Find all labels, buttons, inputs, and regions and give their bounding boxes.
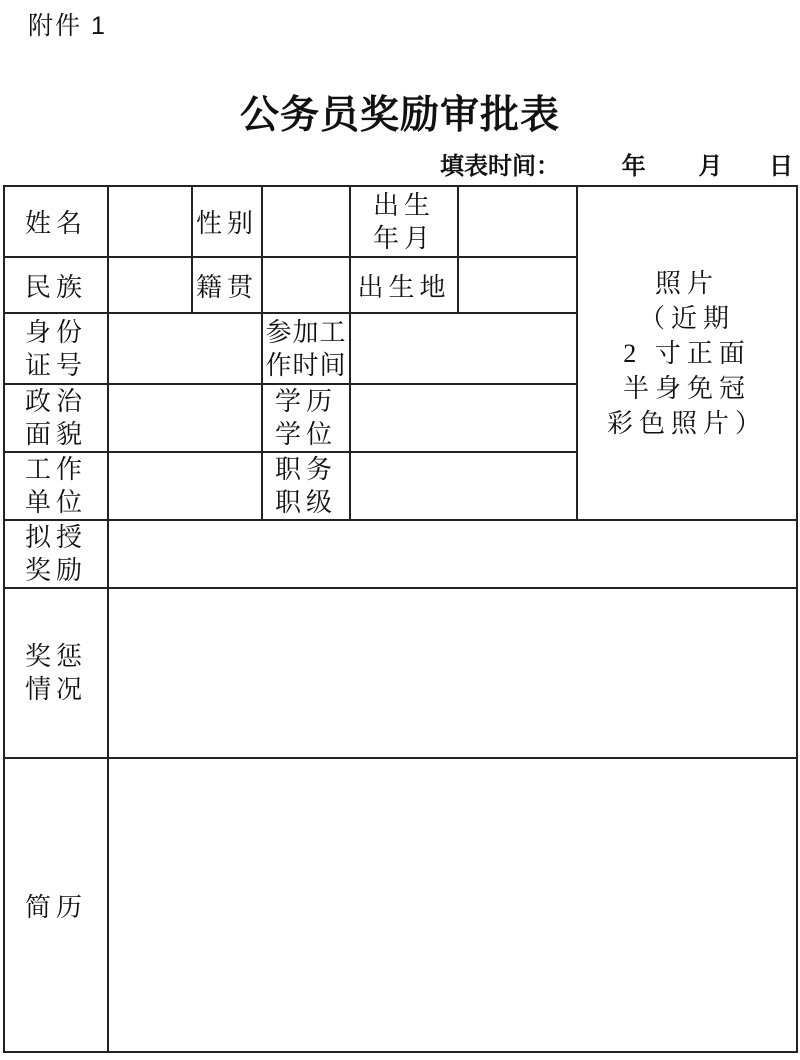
id-number-label-cell bbox=[4, 313, 108, 384]
resume-value-cell[interactable] bbox=[108, 758, 797, 1052]
id-number-label-line1: 身份 bbox=[24, 317, 87, 347]
reward-punishment-label-cell bbox=[4, 588, 108, 758]
position-rank-label-line1: 职务 bbox=[274, 455, 337, 484]
gender-value-cell[interactable] bbox=[262, 186, 350, 257]
photo-cell bbox=[577, 186, 797, 520]
id-number-value-cell[interactable] bbox=[108, 313, 262, 384]
form-title: 公务员奖励审批表 bbox=[239, 94, 560, 137]
resume-label-cell: 简历 bbox=[4, 758, 108, 1052]
birthplace-value-cell[interactable] bbox=[458, 257, 577, 313]
political-status-label-line1: 政治 bbox=[24, 387, 87, 416]
ethnicity-value-cell[interactable] bbox=[108, 257, 192, 313]
work-unit-label-cell bbox=[4, 452, 108, 520]
proposed-award-label-line2: 奖励 bbox=[24, 556, 87, 585]
approval-form-table bbox=[3, 185, 798, 1053]
table-row bbox=[4, 520, 797, 588]
education-label-line1: 学历 bbox=[274, 387, 337, 416]
reward-punishment-label-line2: 情况 bbox=[24, 675, 87, 704]
birthdate-value-cell[interactable] bbox=[458, 186, 577, 257]
ethnicity-label-cell: 民族 bbox=[4, 257, 108, 313]
table-row bbox=[4, 758, 797, 1052]
fill-time-day-label: 日 bbox=[769, 153, 794, 180]
fill-time-line bbox=[440, 146, 793, 181]
education-label-line2: 学位 bbox=[274, 420, 337, 449]
name-label-cell: 姓名 bbox=[4, 186, 108, 257]
position-rank-label-cell bbox=[262, 452, 350, 520]
native-place-value-cell[interactable] bbox=[262, 257, 350, 313]
reward-punishment-label-line1: 奖惩 bbox=[24, 642, 87, 671]
education-label-cell bbox=[262, 384, 350, 452]
id-number-label-line2: 证号 bbox=[24, 350, 87, 380]
fill-time-year-label: 年 bbox=[621, 153, 646, 180]
photo-note-line3: 2 寸正面 bbox=[623, 338, 751, 368]
position-rank-value-cell[interactable] bbox=[350, 452, 577, 520]
political-status-value-cell[interactable] bbox=[108, 384, 262, 452]
proposed-award-value-cell[interactable] bbox=[108, 520, 797, 588]
name-value-cell[interactable] bbox=[108, 186, 192, 257]
position-rank-label-line2: 职级 bbox=[274, 488, 337, 517]
reward-punishment-value-cell[interactable] bbox=[108, 588, 797, 758]
birthdate-label-cell bbox=[350, 186, 458, 257]
table-row bbox=[4, 186, 797, 257]
proposed-award-label-line1: 拟授 bbox=[24, 523, 87, 552]
work-start-label-line1: 参加工 bbox=[265, 317, 347, 347]
work-start-label-line2: 作时间 bbox=[265, 350, 347, 380]
work-start-value-cell[interactable] bbox=[350, 313, 577, 384]
education-value-cell[interactable] bbox=[350, 384, 577, 452]
work-start-label-cell bbox=[262, 313, 350, 384]
photo-note-line2: （近期 bbox=[638, 303, 735, 333]
attachment-label: 附件 1 bbox=[28, 12, 107, 40]
work-unit-label-line2: 单位 bbox=[24, 488, 87, 517]
fill-time-label: 填表时间： bbox=[440, 153, 560, 180]
birthdate-label-line1: 出生 bbox=[372, 190, 435, 220]
photo-note-line5: 彩色照片） bbox=[606, 408, 767, 438]
table-row bbox=[4, 588, 797, 758]
fill-time-month-label: 月 bbox=[698, 153, 723, 180]
political-status-label-cell bbox=[4, 384, 108, 452]
native-place-label-cell: 籍贯 bbox=[192, 257, 262, 313]
gender-label-cell: 性别 bbox=[192, 186, 262, 257]
photo-note-line1: 照片 bbox=[654, 268, 719, 298]
birthplace-label-cell: 出生地 bbox=[350, 257, 458, 313]
work-unit-value-cell[interactable] bbox=[108, 452, 262, 520]
photo-note-line4: 半身免冠 bbox=[622, 373, 751, 403]
work-unit-label-line1: 工作 bbox=[24, 455, 87, 484]
proposed-award-label-cell bbox=[4, 520, 108, 588]
political-status-label-line2: 面貌 bbox=[24, 420, 87, 449]
birthdate-label-line2: 年月 bbox=[372, 223, 435, 253]
